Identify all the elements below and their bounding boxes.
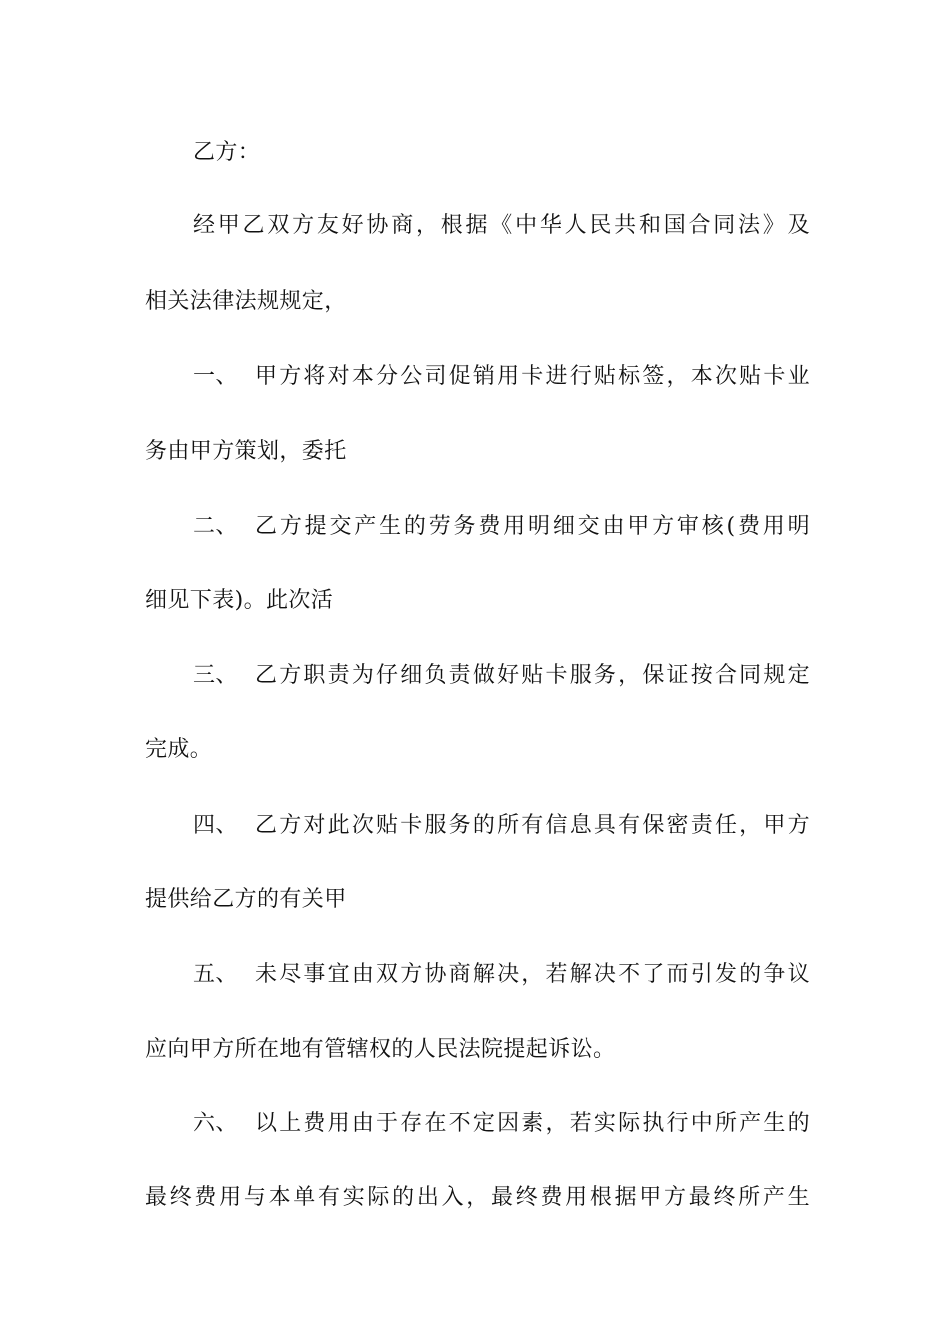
intro-text-2: 相关法律法规规定， bbox=[145, 289, 347, 314]
clause-6-text-1: 以上费用由于存在不定因素，若实际执行中所产生的 bbox=[255, 1111, 810, 1136]
clause-5-text-2: 应向甲方所在地有管辖权的人民法院提起诉讼。 bbox=[145, 1037, 616, 1062]
clause-1-text-2: 务由甲方策划，委托 bbox=[145, 439, 347, 464]
clause-3-line-1 bbox=[193, 656, 810, 696]
clause-1-line-1 bbox=[193, 357, 810, 397]
clause-4-text-2: 提供给乙方的有关甲 bbox=[145, 887, 347, 912]
intro-line-1 bbox=[193, 206, 810, 246]
clause-3-text-2: 完成。 bbox=[145, 737, 213, 762]
clause-1-number: 一、 bbox=[193, 364, 238, 389]
clause-1-text-1: 甲方将对本分公司促销用卡进行贴标签，本次贴卡业 bbox=[255, 364, 810, 389]
clause-6-number: 六、 bbox=[193, 1111, 238, 1136]
clause-1-line-2 bbox=[145, 432, 810, 472]
clause-6-line-2 bbox=[145, 1178, 810, 1218]
clause-2-line-1 bbox=[193, 507, 810, 547]
clause-5-line-2 bbox=[145, 1030, 810, 1070]
clause-4-line-2 bbox=[145, 880, 810, 920]
clause-2-text-1: 乙方提交产生的劳务费用明细交由甲方审核(费用明 bbox=[255, 514, 810, 539]
party-b-text: 乙方： bbox=[193, 140, 261, 165]
party-b-label bbox=[193, 133, 810, 173]
clause-3-line-2 bbox=[145, 730, 810, 770]
intro-text-1: 经甲乙双方友好协商，根据《中华人民共和国合同法》及 bbox=[193, 213, 810, 238]
clause-2-number: 二、 bbox=[193, 514, 238, 539]
clause-3-number: 三、 bbox=[193, 663, 238, 688]
clause-5-number: 五、 bbox=[193, 962, 238, 987]
intro-line-2 bbox=[145, 282, 810, 322]
clause-6-line-1 bbox=[193, 1104, 810, 1144]
clause-2-text-2: 细见下表)。此次活 bbox=[145, 588, 334, 613]
clause-2-line-2 bbox=[145, 581, 810, 621]
clause-4-text-1: 乙方对此次贴卡服务的所有信息具有保密责任，甲方 bbox=[255, 813, 810, 838]
clause-6-text-2: 最终费用与本单有实际的出入，最终费用根据甲方最终所产生 bbox=[145, 1185, 810, 1210]
clause-5-text-1: 未尽事宜由双方协商解决，若解决不了而引发的争议 bbox=[255, 962, 810, 987]
clause-3-text-1: 乙方职责为仔细负责做好贴卡服务，保证按合同规定 bbox=[255, 663, 810, 688]
clause-4-number: 四、 bbox=[193, 813, 238, 838]
clause-5-line-1 bbox=[193, 955, 810, 995]
clause-4-line-1 bbox=[193, 806, 810, 846]
